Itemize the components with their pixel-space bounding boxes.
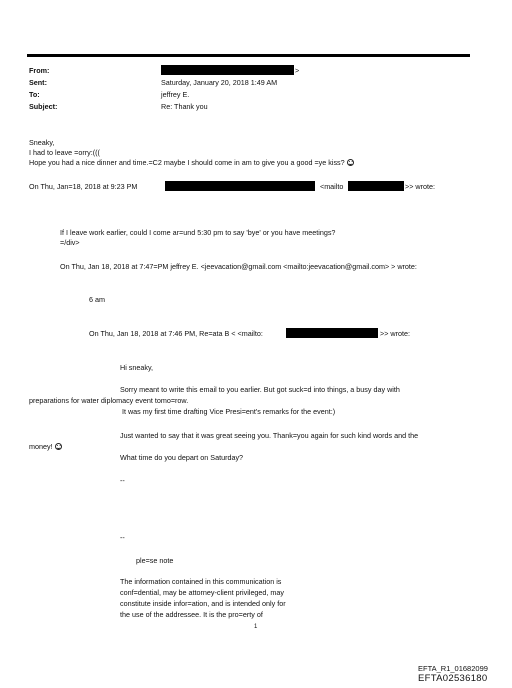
- header-rule: [27, 54, 470, 57]
- note-title: ple=se note: [136, 556, 174, 565]
- quote-header-3-suffix: >> wrote:: [380, 329, 410, 338]
- smiley-icon: [55, 443, 62, 450]
- bates-number-2: EFTA02536180: [418, 673, 488, 684]
- from-label: From:: [29, 66, 50, 75]
- message-line-5-text: money!: [29, 442, 53, 451]
- redacted-email-1: [348, 181, 404, 191]
- smiley-icon: [347, 159, 354, 166]
- signature-separator-1: --: [120, 476, 125, 485]
- redacted-name-1: [165, 181, 315, 191]
- bates-number-1: EFTA_R1_01682099: [418, 664, 488, 673]
- message-line-2: preparations for water diplomacy event tomo=row.: [29, 396, 189, 405]
- disclaimer-line-3: constitute inside infor=ation, and is intended only for: [120, 599, 286, 608]
- message-line-4: Just wanted to say that it was great seeing you. Thank=you again for such kind words and the: [120, 431, 419, 440]
- sent-value: Saturday, January 20, 2018 1:49 AM: [161, 78, 278, 87]
- page-number: 1: [254, 624, 258, 630]
- body-line-1: I had to leave =orry:(((: [29, 148, 100, 157]
- to-value: jeffrey E.: [161, 90, 190, 99]
- redacted-sender: [161, 65, 294, 75]
- subject-value: Re: Thank you: [161, 102, 208, 111]
- signature-separator-2: --: [120, 533, 125, 542]
- message-line-1: Sorry meant to write this email to you earlier. But got suck=d into things, a busy day with: [120, 385, 400, 394]
- message-line-6: What time do you depart on Saturday?: [120, 453, 244, 462]
- quote-header-3: On Thu, Jan 18, 2018 at 7:46 PM, Re=ata B < <mailto:: [89, 329, 263, 338]
- reply-1-line-2: =/div>: [60, 238, 80, 247]
- to-label: To:: [29, 90, 40, 99]
- reply-1-line-1: If I leave work earlier, could I come ar=und 5:30 pm to say 'bye' or you have meetings?: [60, 228, 336, 237]
- message-line-5: [29, 442, 62, 451]
- from-suffix: >: [295, 66, 300, 75]
- body-line-2: [29, 158, 354, 167]
- message-line-3: It was my first time drafting Vice Presi=ent's remarks for the event:): [122, 407, 336, 416]
- sent-label: Sent:: [29, 78, 47, 87]
- greeting: Sneaky,: [29, 138, 55, 147]
- reply-2: 6 am: [89, 295, 105, 304]
- quote-header-2: On Thu, Jan 18, 2018 at 7:47=PM jeffrey E. <jeevacation@gmail.com <mailto:jeevacation@gmail.com> > wrote:: [60, 262, 417, 271]
- quote-header-1-mailto: <mailto: [320, 182, 344, 191]
- disclaimer-line-4: the use of the addressee. It is the pro=erty of: [120, 610, 263, 619]
- disclaimer-line-2: conf=dential, may be attorney-client privileged, may: [120, 588, 284, 597]
- body-line-2-text: Hope you had a nice dinner and time.=C2 maybe I should come in am to give you a good =ye kiss?: [29, 158, 345, 167]
- redacted-email-3: [286, 328, 378, 338]
- quote-header-1-suffix: >> wrote:: [405, 182, 435, 191]
- subject-label: Subject:: [29, 102, 58, 111]
- quote-header-1: On Thu, Jan=18, 2018 at 9:23 PM: [29, 182, 138, 191]
- disclaimer-line-1: The information contained in this communication is: [120, 577, 282, 586]
- message-greeting: Hi sneaky,: [120, 363, 154, 372]
